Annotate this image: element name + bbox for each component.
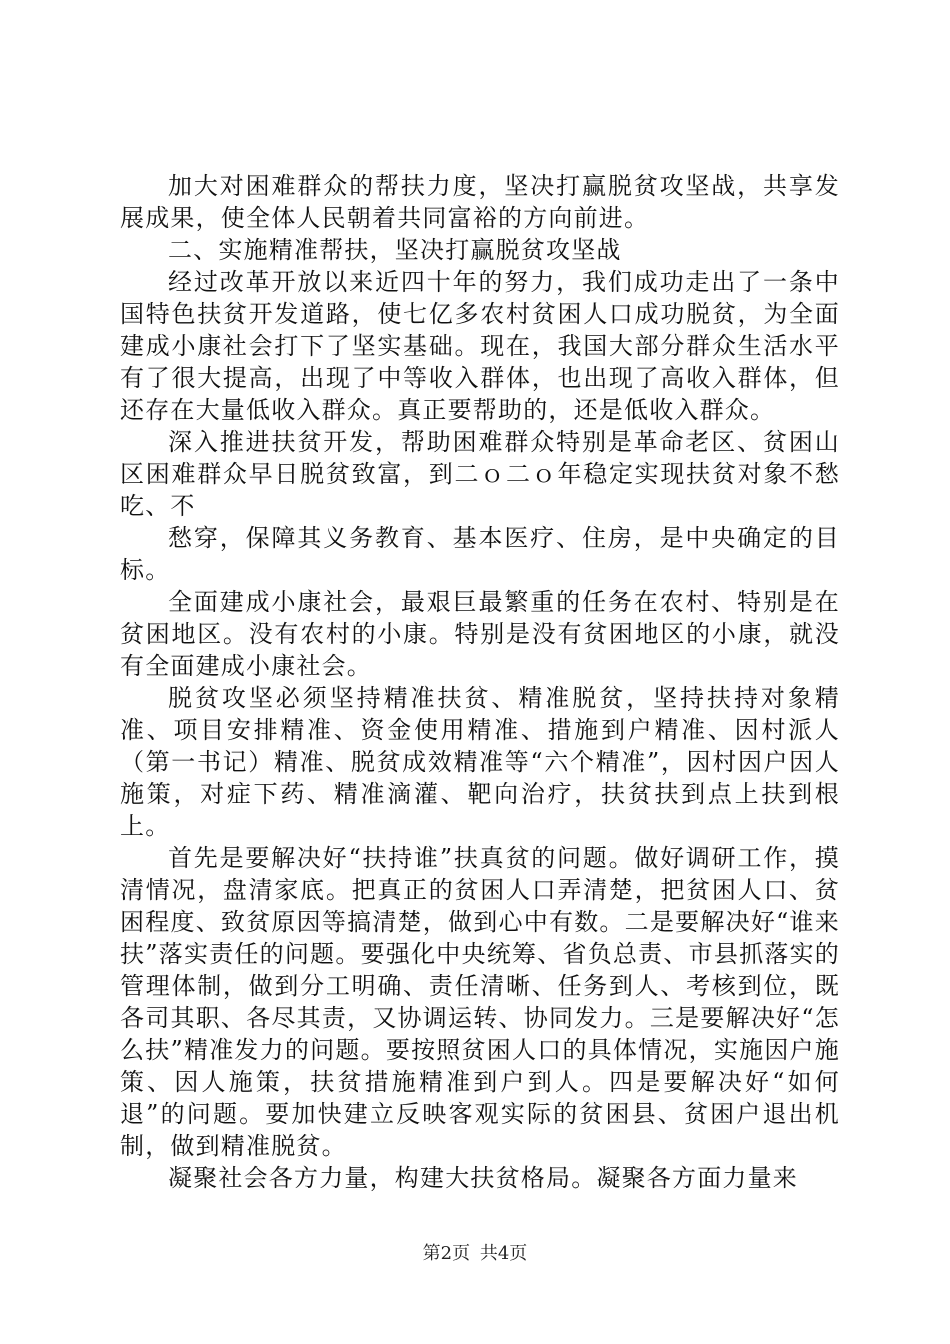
paragraph-3-continuation: 愁穿，保障其义务教育、基本医疗、住房，是中央确定的目标。 bbox=[120, 524, 840, 584]
paragraph-3: 深入推进扶贫开发，帮助困难群众特别是革命老区、贫困山区困难群众早日脱贫致富，到二ｏ二ｏ年稳定实现扶贫对象不愁吃、不 bbox=[120, 428, 840, 520]
paragraph-6: 首先是要解决好“扶持谁”扶真贫的问题。做好调研工作，摸清情况，盘清家底。把真正的贫困人口弄清楚，把贫困人口、贫困程度、致贫原因等搞清楚，做到心中有数。二是要解决好“谁来扶”落实责任的问题。要强化中央统筹、省负总责、市县抓落实的管理体制，做到分工明确、责任清晰、任务到人、考核到位，既各司其职、各尽其责，又协调运转、协同发力。三是要解决好“怎么扶”精准发力的问题。要按照贫困人口的具体情况，实施因户施策、因人施策，扶贫措施精准到户到人。四是要解决好“如何退”的问题。要加快建立反映客观实际的贫困县、贫困户退出机制，做到精准脱贫。 bbox=[120, 844, 840, 1160]
paragraph-2: 经过改革开放以来近四十年的努力，我们成功走出了一条中国特色扶贫开发道路，使七亿多农村贫困人口成功脱贫，为全面建成小康社会打下了坚实基础。现在，我国大部分群众生活水平有了很大提高，出现了中等收入群体，也出现了高收入群体，但还存在大量低收入群众。真正要帮助的，还是低收入群众。 bbox=[120, 268, 840, 424]
document-body bbox=[120, 170, 840, 1194]
paragraph-1: 加大对困难群众的帮扶力度，坚决打赢脱贫攻坚战，共享发展成果，使全体人民朝着共同富裕的方向前进。 bbox=[120, 172, 840, 232]
paragraph-7: 凝聚社会各方力量，构建大扶贫格局。凝聚各方面力量来 bbox=[168, 1164, 798, 1192]
page-number: 第2页 bbox=[422, 1243, 471, 1264]
paragraph-4: 全面建成小康社会，最艰巨最繁重的任务在农村、特别是在贫困地区。没有农村的小康。特别是没有贫困地区的小康，就没有全面建成小康社会。 bbox=[120, 588, 840, 680]
paragraph-5: 脱贫攻坚必须坚持精准扶贫、精准脱贫，坚持扶持对象精准、项目安排精准、资金使用精准、措施到户精准、因村派人（第一书记）精准、脱贫成效精准等“六个精准”，因村因户因人施策，对症下药、精准滴灌、靶向治疗，扶贫扶到点上扶到根上。 bbox=[120, 684, 840, 840]
section-heading: 二、实施精准帮扶，坚决打赢脱贫攻坚战 bbox=[168, 236, 622, 264]
page-footer bbox=[0, 1242, 950, 1266]
page-total: 共4页 bbox=[479, 1243, 528, 1264]
